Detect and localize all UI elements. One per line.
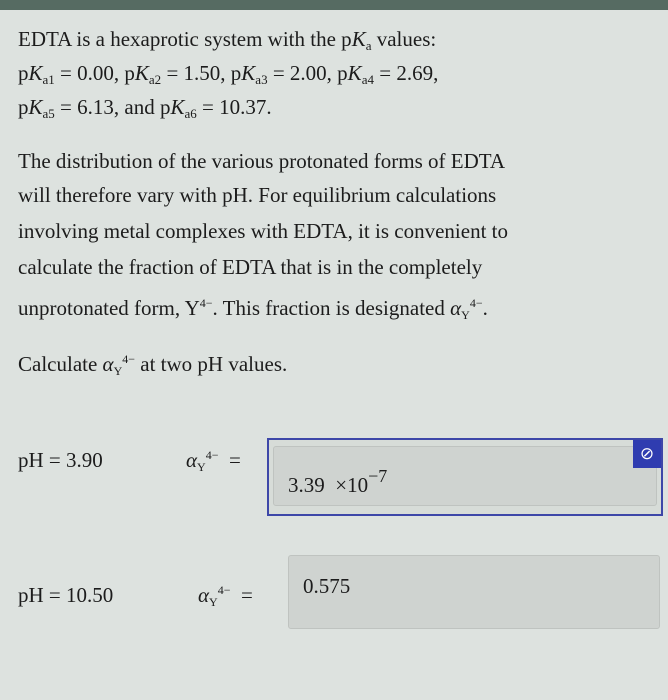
top-bar: [0, 0, 668, 10]
alpha-label-1: $\alpha_Y^{4-}$ =: [186, 448, 241, 474]
paragraph-line: will therefore vary with pH. For equilibrium calculations: [18, 183, 497, 207]
answer-input-1[interactable]: $3.39 \times 10^{-7}$: [273, 446, 657, 506]
paragraph-line: calculate the fraction of EDTA that is in the completely: [18, 255, 483, 279]
ph-label-1: pH = 3.90: [18, 448, 103, 472]
answer-input-2[interactable]: 0.575: [288, 555, 660, 629]
clear-icon[interactable]: ⊘: [633, 440, 661, 468]
ph-label-2: pH = 10.50: [18, 583, 114, 607]
pka-line-1: $pK_{a1} = 0.00$, $pK_{a2} = 1.50$, $pK_{a3} = 2.00$, $pK_{a4} = 2.69$,: [18, 61, 439, 87]
alpha-label-2: $\alpha_Y^{4-}$ =: [198, 583, 253, 609]
answer-box-1: [267, 438, 663, 516]
paragraph-line: The distribution of the various protonated forms of EDTA: [18, 149, 506, 173]
paragraph-line: unprotonated form, $Y^{4-}$. This fraction is designated $\alpha_Y^{4-}$.: [18, 296, 488, 322]
paragraph-line: involving metal complexes with EDTA, it is convenient to: [18, 219, 508, 243]
intro-line-1: EDTA is a hexaprotic system with the $pK_a$ values:: [18, 27, 437, 53]
pka-line-2: $pK_{a5} = 6.13$, and $pK_{a6} = 10.37$.: [18, 95, 272, 121]
prompt: Calculate $\alpha_Y^{4-}$ at two pH values.: [18, 352, 288, 378]
